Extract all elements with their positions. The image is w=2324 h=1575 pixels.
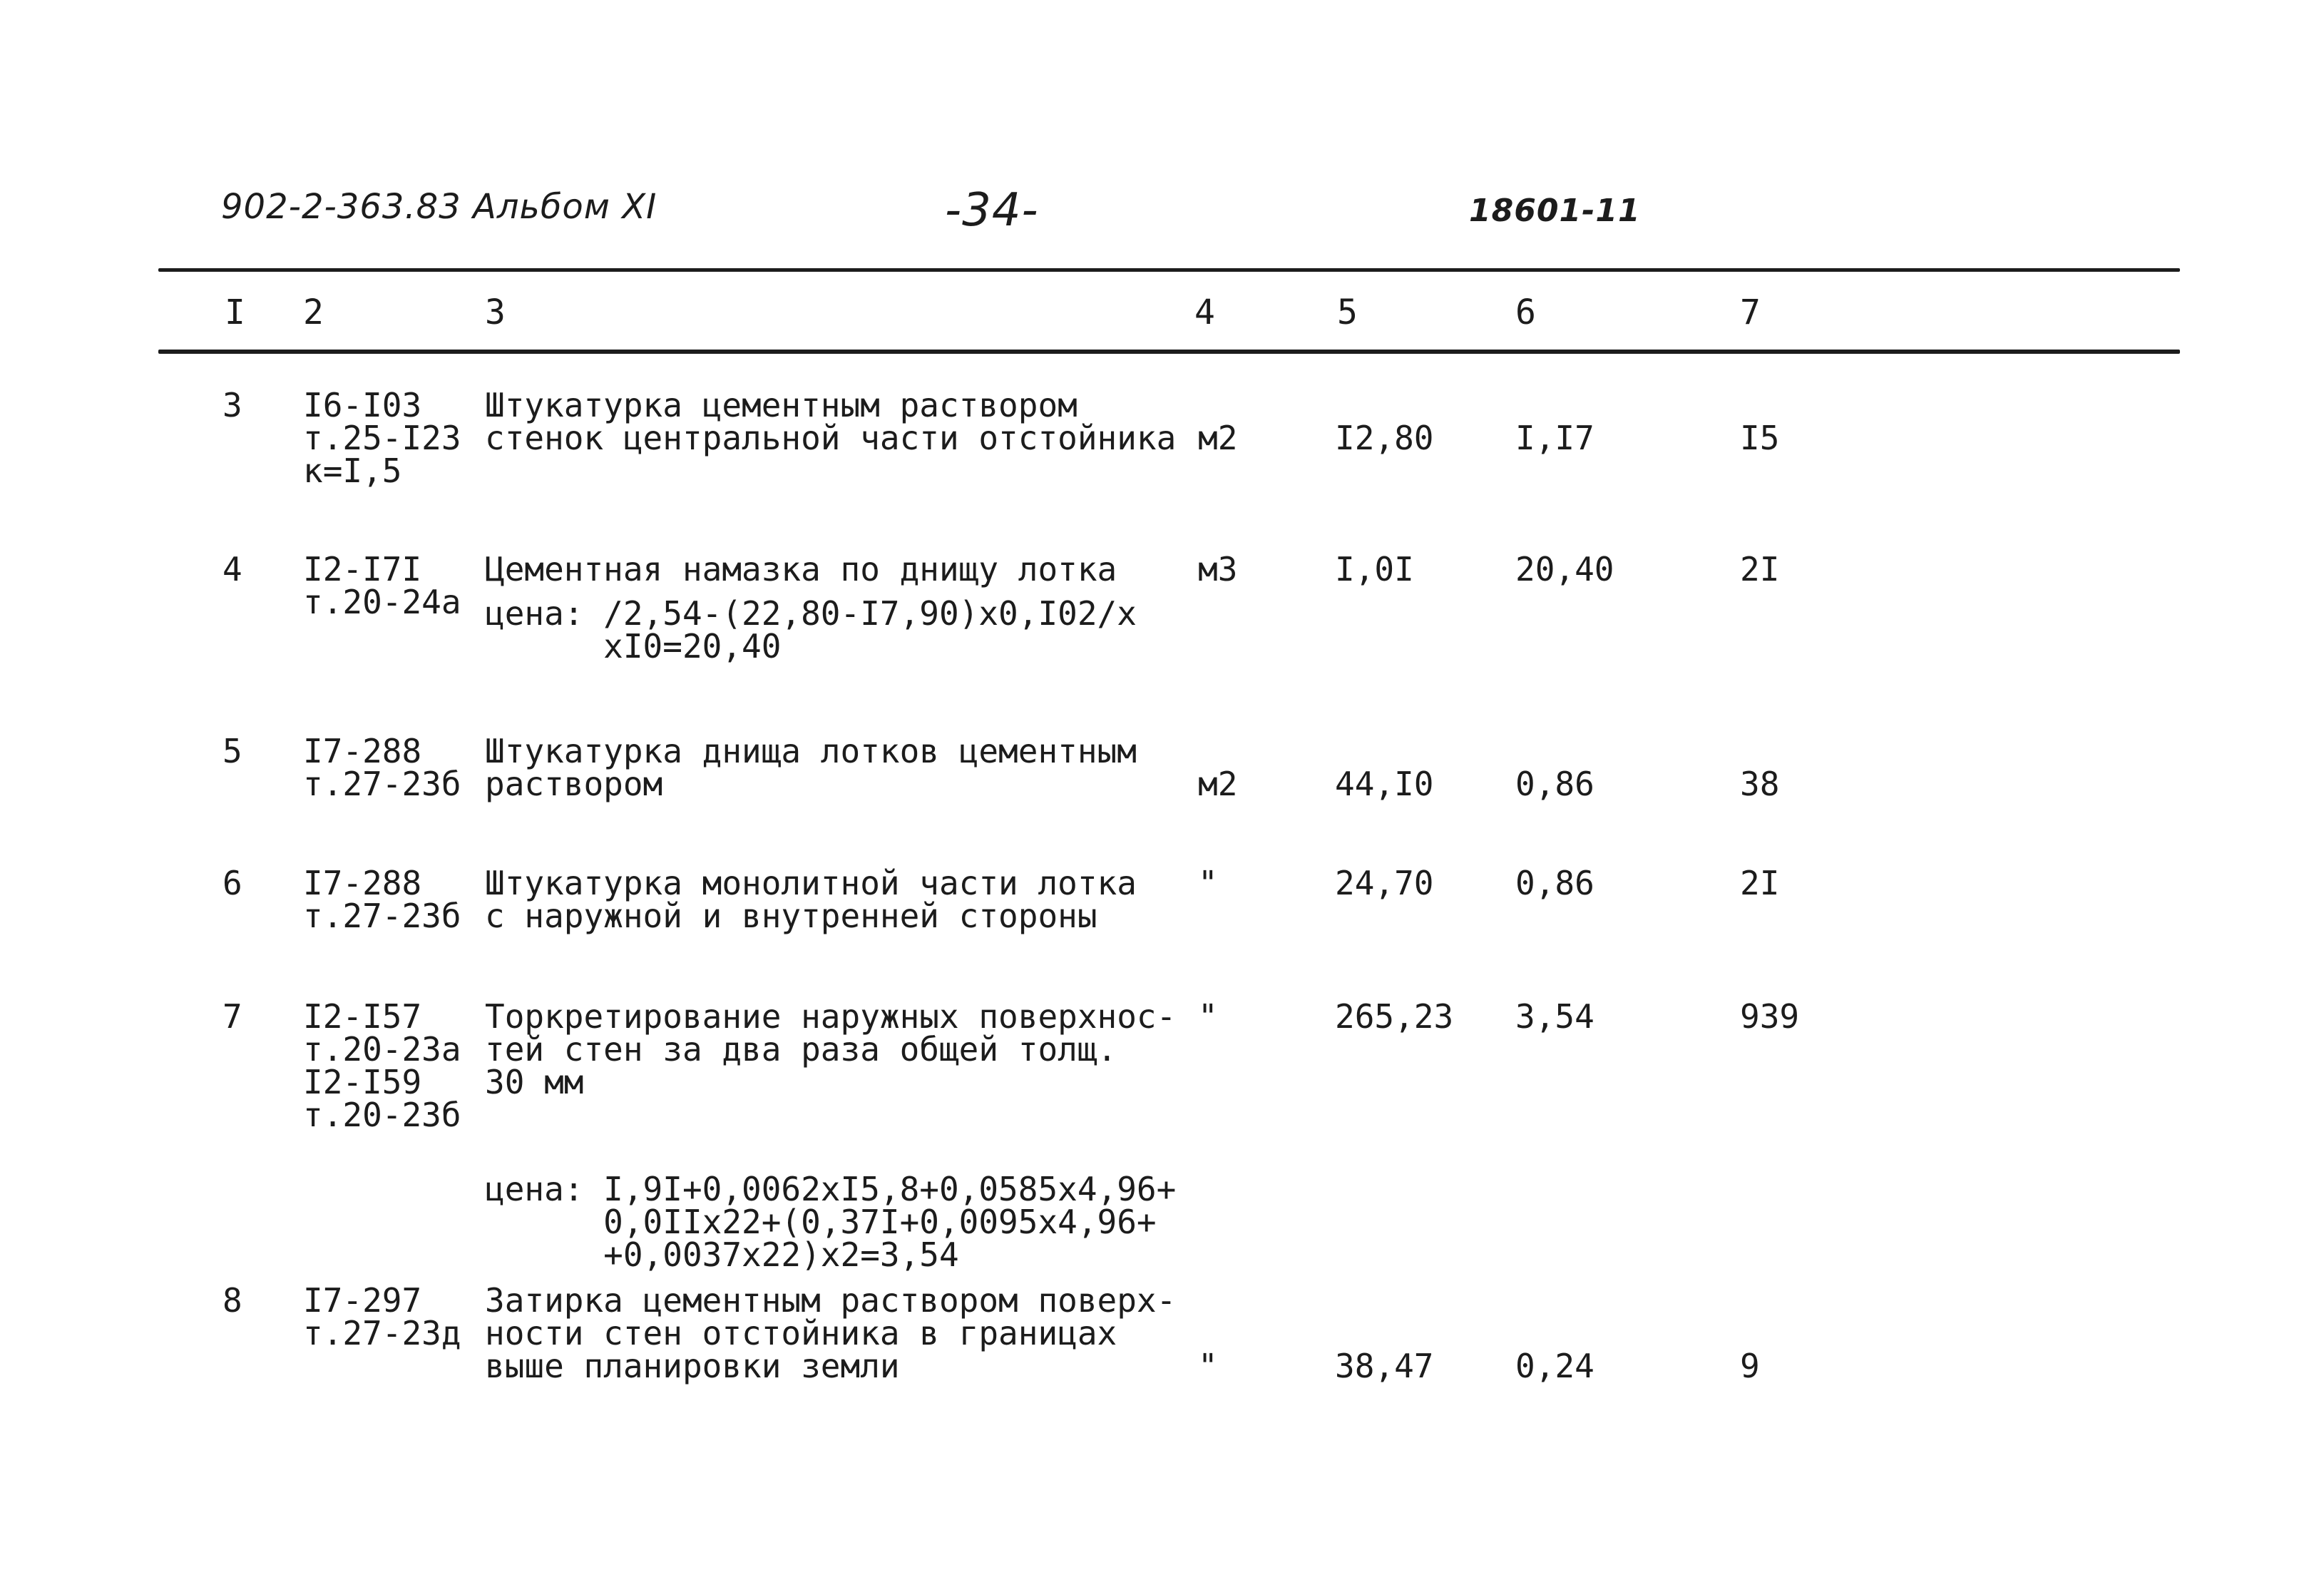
norm-code: т.27-23б: [303, 897, 461, 935]
norm-code: т.20-24а: [303, 583, 461, 621]
column-header-3: 3: [485, 292, 506, 332]
row-number: 6: [222, 864, 242, 902]
quantity-cell: 38,47: [1335, 1347, 1434, 1385]
work-description: 30 мм: [485, 1063, 584, 1101]
quantity-cell: I2,80: [1335, 419, 1434, 457]
unit-cell: ": [1198, 864, 1218, 902]
price-calculation: +0,0037x22)x2=3,54: [485, 1235, 959, 1274]
total-cell: 9: [1740, 1347, 1760, 1385]
norm-code: I7-297: [303, 1281, 422, 1320]
quantity-cell: I,0I: [1335, 550, 1414, 588]
total-cell: 2I: [1740, 550, 1780, 588]
norm-code: т.20-23а: [303, 1030, 461, 1069]
norm-code: I7-288: [303, 732, 422, 770]
work-description: Штукатурка днища лотков цементным: [485, 732, 1137, 770]
column-header-4: 4: [1194, 292, 1215, 332]
work-description: Штукатурка монолитной части лотка: [485, 864, 1137, 902]
unit-price-cell: 0,86: [1515, 765, 1594, 803]
unit-price-cell: I,I7: [1515, 419, 1594, 457]
row-number: 8: [222, 1281, 242, 1320]
unit-cell: ": [1198, 997, 1218, 1036]
row-number: 4: [222, 550, 242, 588]
work-description: выше планировки земли: [485, 1347, 900, 1385]
column-header-2: 2: [303, 292, 324, 332]
work-description: тей стен за два раза общей толщ.: [485, 1030, 1117, 1069]
document-number: 18601-11: [1469, 193, 1641, 229]
norm-code: т.25-I23: [303, 419, 461, 457]
work-description: Затирка цементным раствором поверх-: [485, 1281, 1177, 1320]
quantity-cell: 265,23: [1335, 997, 1454, 1036]
unit-price-cell: 20,40: [1515, 550, 1614, 588]
price-calculation: xI0=20,40: [485, 627, 782, 666]
column-header-6: 6: [1515, 292, 1536, 332]
total-cell: 38: [1740, 765, 1780, 803]
total-cell: I5: [1740, 419, 1780, 457]
unit-cell: м3: [1198, 550, 1238, 588]
row-number: 5: [222, 732, 242, 770]
unit-price-cell: 0,24: [1515, 1347, 1594, 1385]
work-description: Торкретирование наружных поверхнос-: [485, 997, 1177, 1036]
column-header-1: I: [225, 292, 245, 332]
row-number: 3: [222, 386, 242, 424]
work-description: с наружной и внутренней стороны: [485, 897, 1097, 935]
document-code: 902-2-363.83 Альбом XI: [221, 187, 657, 227]
work-description: Цементная намазка по днищу лотка: [485, 550, 1117, 588]
header-rule: [158, 350, 2180, 354]
work-description: раствором: [485, 765, 663, 803]
quantity-cell: 24,70: [1335, 864, 1434, 902]
norm-code: I2-I7I: [303, 550, 422, 588]
work-description: стенок центральной части отстойника: [485, 419, 1177, 457]
column-header-5: 5: [1337, 292, 1358, 332]
unit-price-cell: 0,86: [1515, 864, 1594, 902]
norm-code: I2-I59: [303, 1063, 422, 1101]
unit-cell: ": [1198, 1347, 1218, 1385]
norm-code: т.20-23б: [303, 1096, 461, 1134]
unit-cell: м2: [1198, 419, 1238, 457]
top-rule: [158, 268, 2180, 272]
total-cell: 939: [1740, 997, 1800, 1036]
work-description: Штукатурка цементным раствором: [485, 386, 1077, 424]
unit-price-cell: 3,54: [1515, 997, 1594, 1036]
column-header-7: 7: [1740, 292, 1761, 332]
norm-code: I7-288: [303, 864, 422, 902]
norm-code: I6-I03: [303, 386, 422, 424]
unit-cell: м2: [1198, 765, 1238, 803]
total-cell: 2I: [1740, 864, 1780, 902]
quantity-cell: 44,I0: [1335, 765, 1434, 803]
price-calculation: цена: /2,54-(22,80-I7,90)x0,I02/x: [485, 594, 1137, 633]
norm-code: т.27-23д: [303, 1314, 461, 1352]
norm-code: I2-I57: [303, 997, 422, 1036]
norm-code: т.27-23б: [303, 765, 461, 803]
price-calculation: цена: I,9I+0,0062xI5,8+0,0585x4,96+: [485, 1170, 1177, 1208]
row-number: 7: [222, 997, 242, 1036]
price-calculation: 0,0IIx22+(0,37I+0,0095x4,96+: [485, 1203, 1157, 1241]
norm-code: к=I,5: [303, 452, 402, 490]
work-description: ности стен отстойника в границах: [485, 1314, 1117, 1352]
page-number: -34-: [945, 184, 1039, 237]
